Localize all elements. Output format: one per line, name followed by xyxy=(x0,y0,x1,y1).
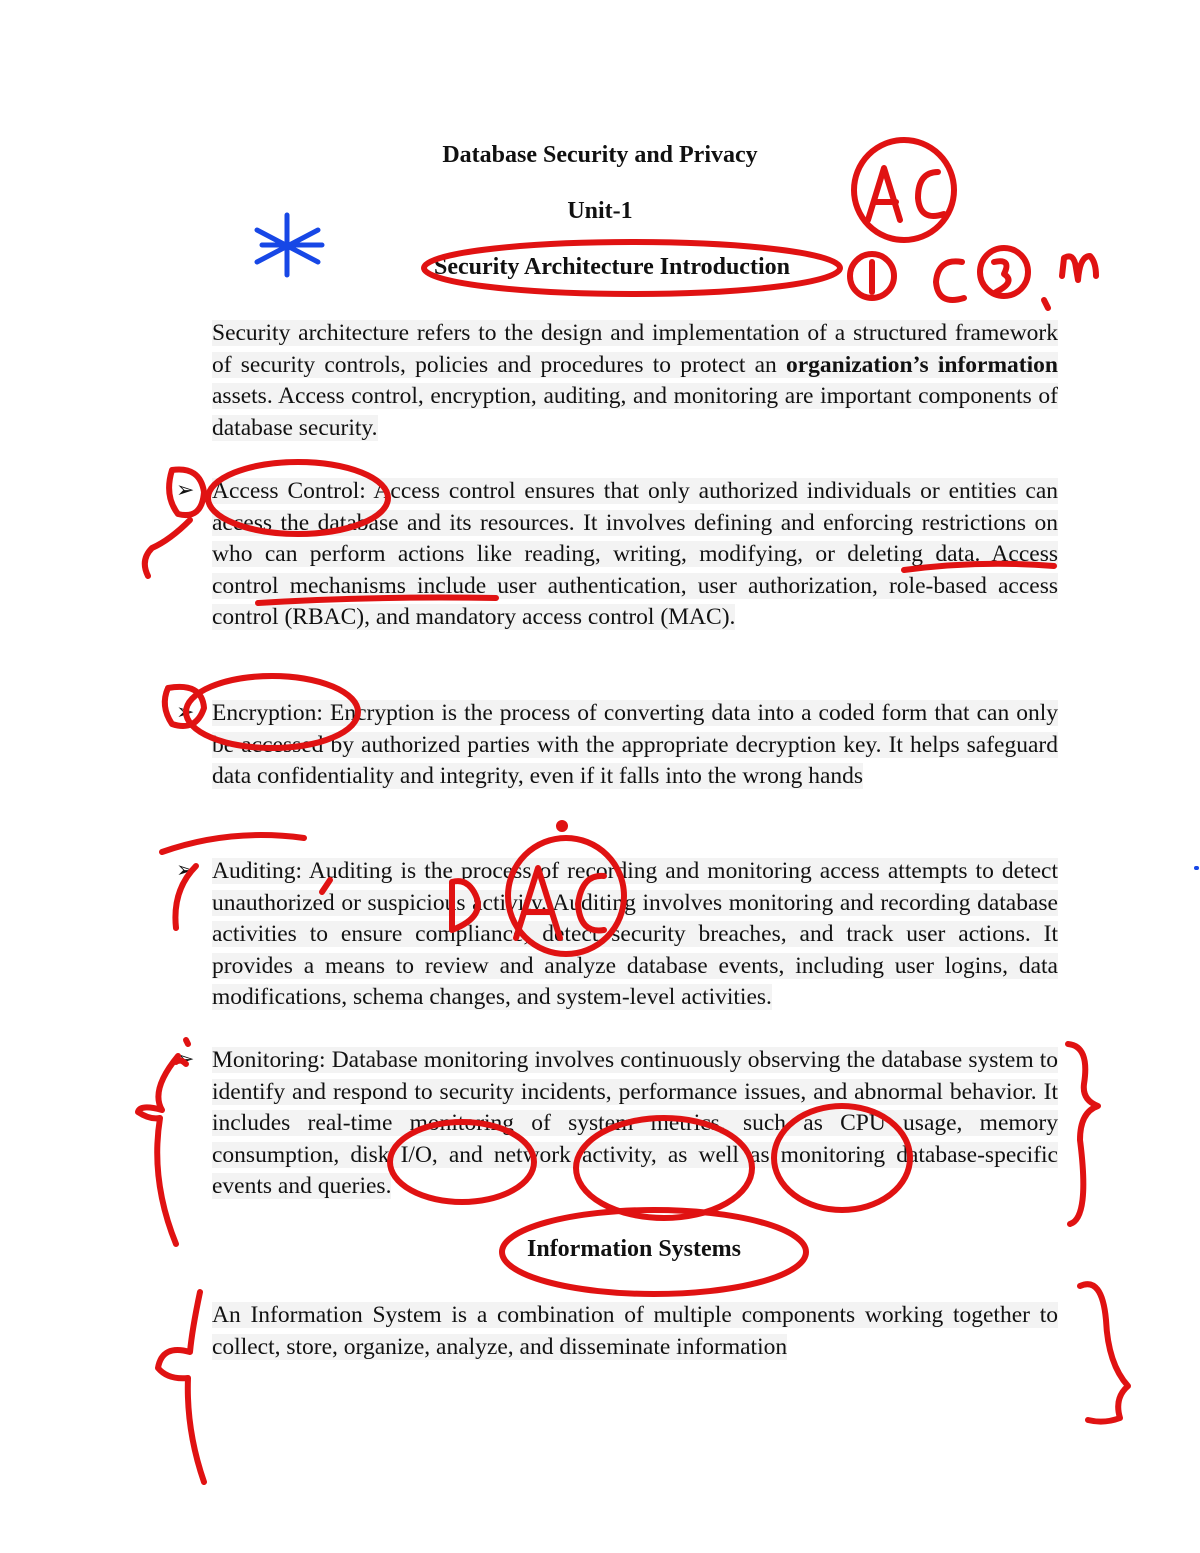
bullet-term: Monitoring: xyxy=(212,1047,326,1073)
intro-paragraph xyxy=(212,318,1058,444)
info-right-brace-mark xyxy=(1080,1284,1128,1421)
bullet-text: Access control ensures that only authorized individuals or entities can access the database and its resources. It involves defining and enforcing restrictions on who can perform actions like reading, writing, modifying, or deleting data. Access control mechanisms include user authentication, user authorization, role-based access control (RBAC), and mandatory access control (MAC). xyxy=(212,478,1058,631)
numbering-handwritten-note xyxy=(850,248,1096,308)
intro-text: Security architecture refers to the design and implementation of a structured framework of security controls, policies and procedures to protect an xyxy=(212,320,1058,378)
bullet-text: Auditing is the process of recording and monitoring access attempts to detect unauthorized or suspicious activity. Auditing involves monitoring and recording database activities to ensure compliance, detect security breaches, and track user actions. It provides a means to review and analyze database events, including user logins, data modifications, schema changes, and system-level activities. xyxy=(212,858,1058,1011)
section-heading: Security Architecture Introduction xyxy=(434,254,790,280)
info-systems-paragraph xyxy=(212,1300,1058,1363)
document-title: Database Security and Privacy xyxy=(442,142,758,168)
bullet-encryption xyxy=(212,698,1058,793)
unit-label: Unit-1 xyxy=(567,198,633,224)
bullet-arrow-icon: ➢ xyxy=(176,1047,195,1072)
bullet-arrow-icon: ➢ xyxy=(176,700,195,725)
bullet-term: Access Control: xyxy=(212,478,366,504)
intro-rest-text: assets. Access control, encryption, auditing, and monitoring are important components of database security. xyxy=(212,383,1058,441)
bullet-monitoring xyxy=(212,1045,1058,1203)
bullet-arrow-icon: ➢ xyxy=(176,478,195,503)
bullet-term: Encryption: xyxy=(212,700,323,726)
bullet-text: Encryption is the process of converting data into a coded form that can only be accessed by authorized parties with the appropriate decryption key. It helps safeguard data confidentiality and integrity, even if it falls into the wrong hands xyxy=(212,700,1058,790)
left-brace-mark xyxy=(138,1056,178,1244)
bullet-access-control xyxy=(212,476,1058,634)
bullet-one-mark xyxy=(145,469,204,576)
bullet-arrow-icon: ➢ xyxy=(176,858,195,883)
info-left-brace-mark xyxy=(158,1292,204,1482)
bullet-auditing xyxy=(212,856,1058,1014)
dot-mark xyxy=(559,823,565,829)
right-brace-mark xyxy=(1068,1044,1098,1224)
bullet-text: Database monitoring involves continuously observing the database system to identify and respond to security incidents, performance issues, and abnormal behavior. It includes real-time monitoring of system metrics, such as CPU usage, memory consumption, disk I/O, and network activity, as well as monitoring database-specific events and queries. xyxy=(212,1047,1058,1200)
bullet-term: Auditing: xyxy=(212,858,303,884)
info-systems-heading xyxy=(0,1236,1200,1263)
intro-bold-text: organization’s information xyxy=(785,351,1058,378)
info-systems-text: An Information System is a combination of multiple components working together to collect, store, organize, analyze, and disseminate information xyxy=(212,1302,1058,1360)
info-systems-heading-text: Information Systems xyxy=(527,1236,741,1262)
